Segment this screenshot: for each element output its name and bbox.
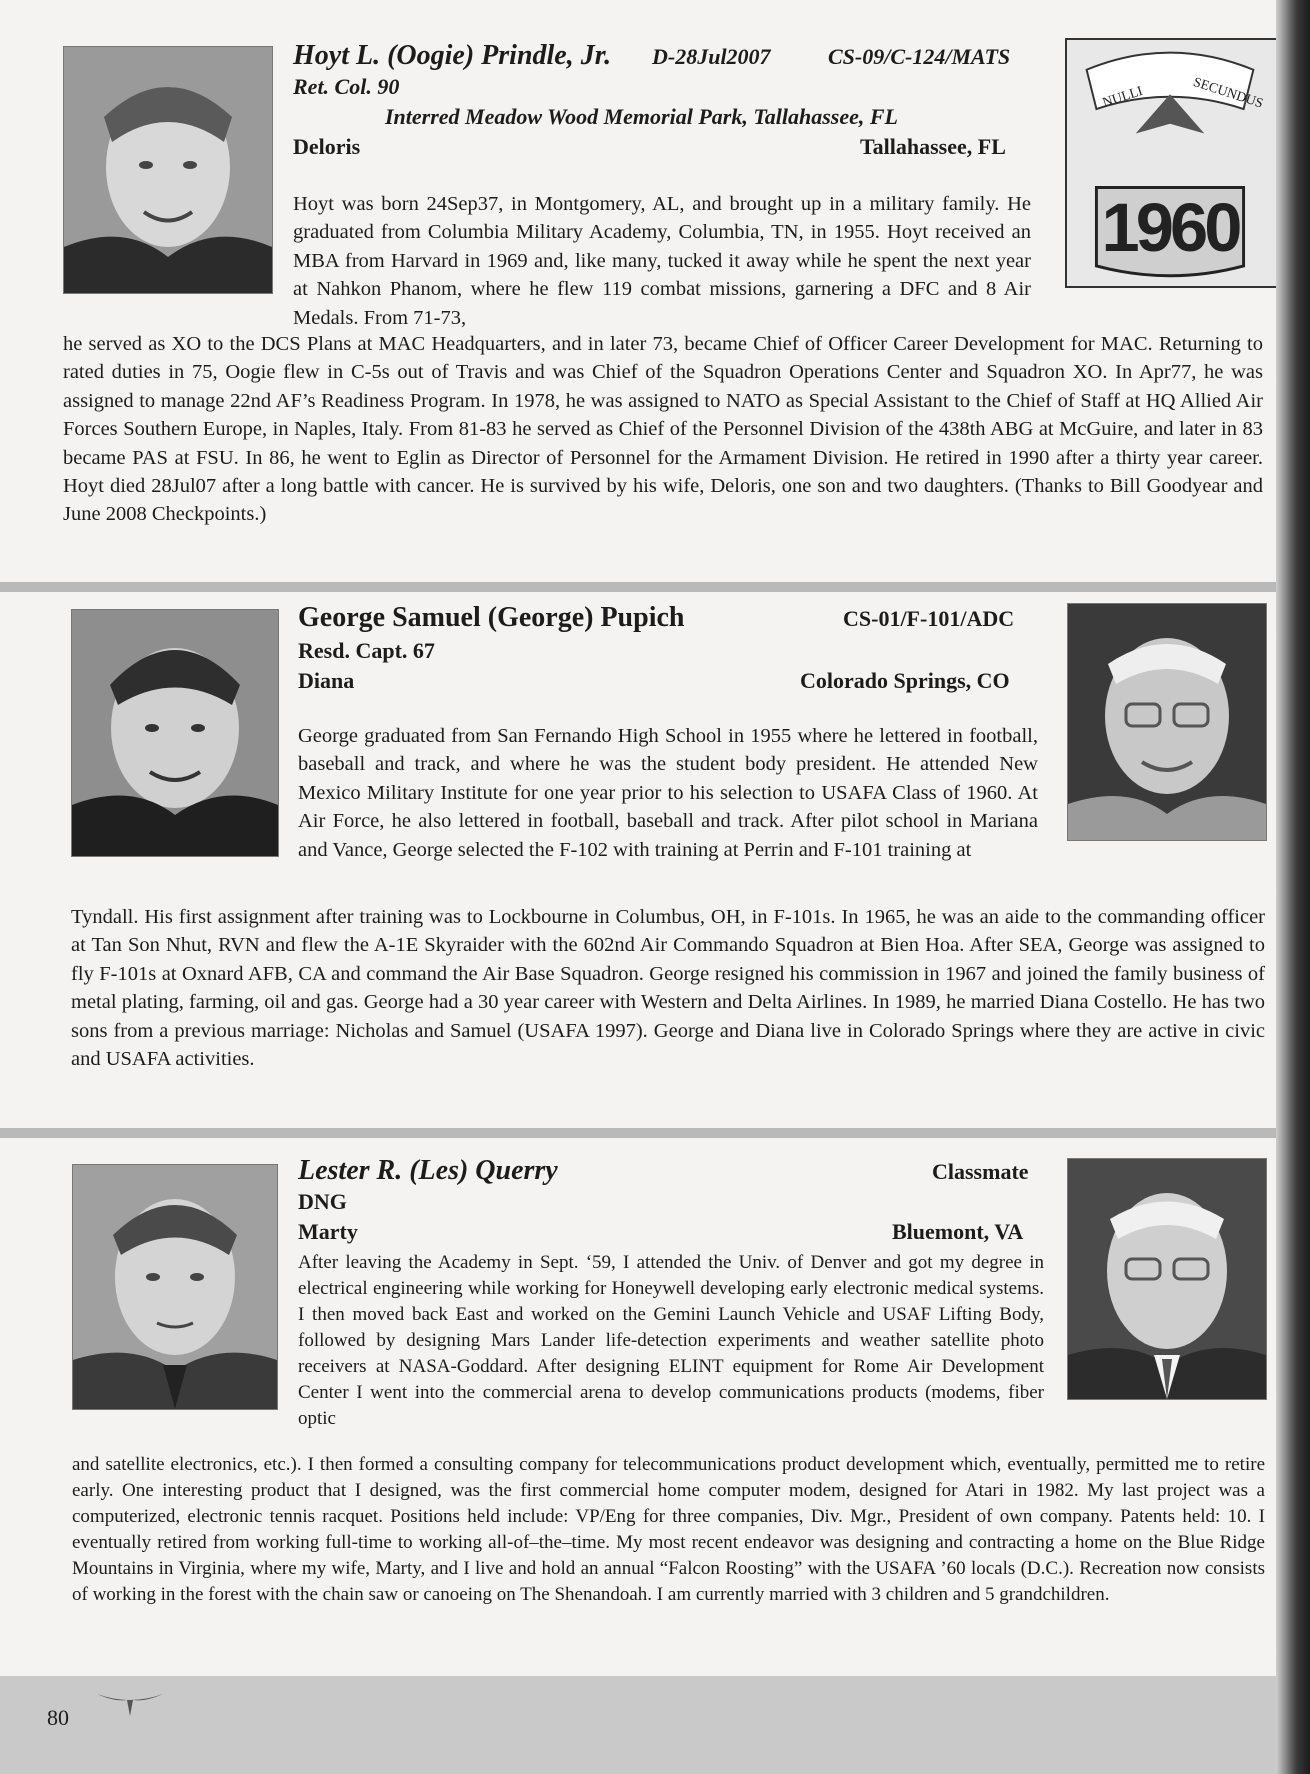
portrait-photo-pupich-young: [71, 609, 279, 857]
person-name: Hoyt L. (Oogie) Prindle, Jr.: [293, 40, 612, 71]
rank-text: DNG: [298, 1189, 347, 1214]
bio-intro-prindle: Hoyt was born 24Sep37, in Montgomery, AL, and brought up in a military family. He graduated from Columbia Military Academy, Columbia, TN, in 1955. Hoyt received an MBA from Harvard in 1969 and, like many, tucked it away while he spent the next year at Nahkon Phanom, where he flew 119 combat missions, garnering a DFC and 8 Air Medals. From 71-73,: [293, 193, 1031, 329]
portrait-graphic: [64, 47, 272, 293]
entry-header-line: [298, 1155, 558, 1187]
portrait-graphic: [1068, 604, 1266, 840]
page-number: 80: [47, 1705, 69, 1730]
portrait-photo-querry-recent: [1067, 1158, 1267, 1400]
bio-continued-prindle: he served as XO to the DCS Plans at MAC Headquarters, and in later 73, became Chief of Officer Career Development for MAC. Returning to rated duties in 75, Oogie flew in C-5s out of Travis and was Chief of the Squadron Operations Center and Squadron XO. In Apr77, he was assigned to manage 22nd AF’s Readiness Program. In 1978, he was assigned to NATO as Special Assistant to the Chief of Staff at HQ Allied Air Forces Southern Europe, in Naples, Italy. From 81-83 he served as Chief of the Personnel Division of the 438th ABG at McGuire, and later in 83 became PAS at FSU. In 86, he went to Eglin as Director of Personnel for the Armament Division. He retired in 1990 after a thirty year career. Hoyt died 28Jul07 after a long battle with cancer. He is survived by his wife, Deloris, one son and two daughters. (Thanks to Bill Goodyear and June 2008 Checkpoints.): [63, 333, 1263, 526]
location-text: Colorado Springs, CO: [800, 668, 1010, 693]
falcon-wings-icon: [95, 1680, 165, 1720]
portrait-photo-pupich-recent: [1067, 603, 1267, 841]
crest-motto-right: SECUNDUS: [1191, 74, 1266, 111]
bio-continued-querry: and satellite electronics, etc.). I then formed a consulting company for telecommunications product development which, eventually, permitted me to retire early. One interesting product that I designed, was the first commercial home computer modem, designed for Atari in 1982. My last project was a computerized, electronic tennis racquet. Positions held include: VP/Eng for three companies, Div. Mgr., President of own company. Patents held: 10. I eventually retired from working full-time to working all-of–the–time. My most recent endeavor was designing and contracting a home on the Blue Ridge Mountains in Virginia, where my wife, Marty, and I live and hold an annual “Falcon Roosting” with the USAFA ’60 locals (D.C.). Recreation now consists of working in the forest with the chain saw or canoeing on The Shenandoah. I am currently married with 3 children and 5 grandchildren.: [72, 1454, 1265, 1605]
footer-band: [0, 1676, 1276, 1774]
rank-text: Ret. Col. 90: [293, 74, 400, 99]
bio-intro-pupich: George graduated from San Fernando High School in 1955 where he lettered in football, baseball and track, and where he was the student body president. He attended New Mexico Military Institute for one year prior to his selection to USAFA Class of 1960. At Air Force, he also lettered in football, baseball and track. After pilot school in Mariana and Vance, George selected the F-102 with training at Perrin and F-101 training at: [298, 725, 1038, 861]
section-divider: [0, 582, 1276, 592]
person-name: Lester R. (Les) Querry: [298, 1155, 558, 1186]
spouse-name: Deloris: [293, 134, 361, 159]
portrait-photo-querry-young: [72, 1164, 278, 1410]
entry-header-line: [293, 40, 611, 72]
location-text: Tallahassee, FL: [860, 134, 1006, 159]
spouse-name: Diana: [298, 668, 355, 693]
portrait-graphic: [73, 1165, 277, 1409]
section-divider: [0, 1128, 1276, 1138]
unit-designation: CS-09/C-124/MATS: [828, 44, 1011, 69]
unit-designation: Classmate: [932, 1159, 1029, 1184]
rank-text: Resd. Capt. 67: [298, 638, 435, 663]
portrait-graphic: [1068, 1159, 1266, 1399]
person-name: George Samuel (George) Pupich: [298, 602, 685, 633]
death-date: D-28Jul2007: [652, 44, 771, 69]
entry-header-line: [298, 602, 684, 634]
bio-intro-querry: After leaving the Academy in Sept. ‘59, I attended the Univ. of Denver and got my degree in electrical engineering while working for Honeywell developing early electronic medical systems. I then moved back East and worked on the Gemini Launch Vehicle and USAF Lifting Body, followed by designing Mars Lander life-detection experiments and weather satellite photo receivers at NASA-Goddard. After designing ELINT equipment for Rome Air Development Center I went into the commercial arena to develop communications products (modems, fiber optic: [298, 1252, 1044, 1429]
location-text: Bluemont, VA: [892, 1219, 1024, 1244]
crest-year: 1960: [1101, 189, 1239, 267]
unit-designation: CS-01/F-101/ADC: [843, 606, 1015, 631]
portrait-graphic: [72, 610, 278, 856]
class-crest: [1065, 38, 1279, 288]
portrait-photo-prindle: [63, 46, 273, 294]
interred-text: Interred Meadow Wood Memorial Park, Tallahassee, FL: [385, 104, 898, 129]
crest-graphic: [1067, 40, 1273, 282]
bio-continued-pupich: Tyndall. His first assignment after training was to Lockbourne in Columbus, OH, in F-101s. In 1965, he was an aide to the commanding officer at Tan Son Nhut, RVN and flew the A-1E Skyraider with the 602nd Air Commando Squadron at Bien Hoa. After SEA, George was assigned to fly F-101s at Oxnard AFB, CA and command the Air Base Squadron. George resigned his commission in 1967 and joined the family business of metal plating, farming, oil and gas. George had a 30 year career with Western and Delta Airlines. In 1989, he married Diana Costello. He has two sons from a previous marriage: Nicholas and Samuel (USAFA 1997). George and Diana live in Colorado Springs where they are active in civic and USAFA activities.: [71, 906, 1265, 1071]
spouse-name: Marty: [298, 1219, 358, 1244]
page-binding-edge: [1276, 0, 1310, 1774]
crest-motto-left: NULLI: [1100, 82, 1145, 110]
